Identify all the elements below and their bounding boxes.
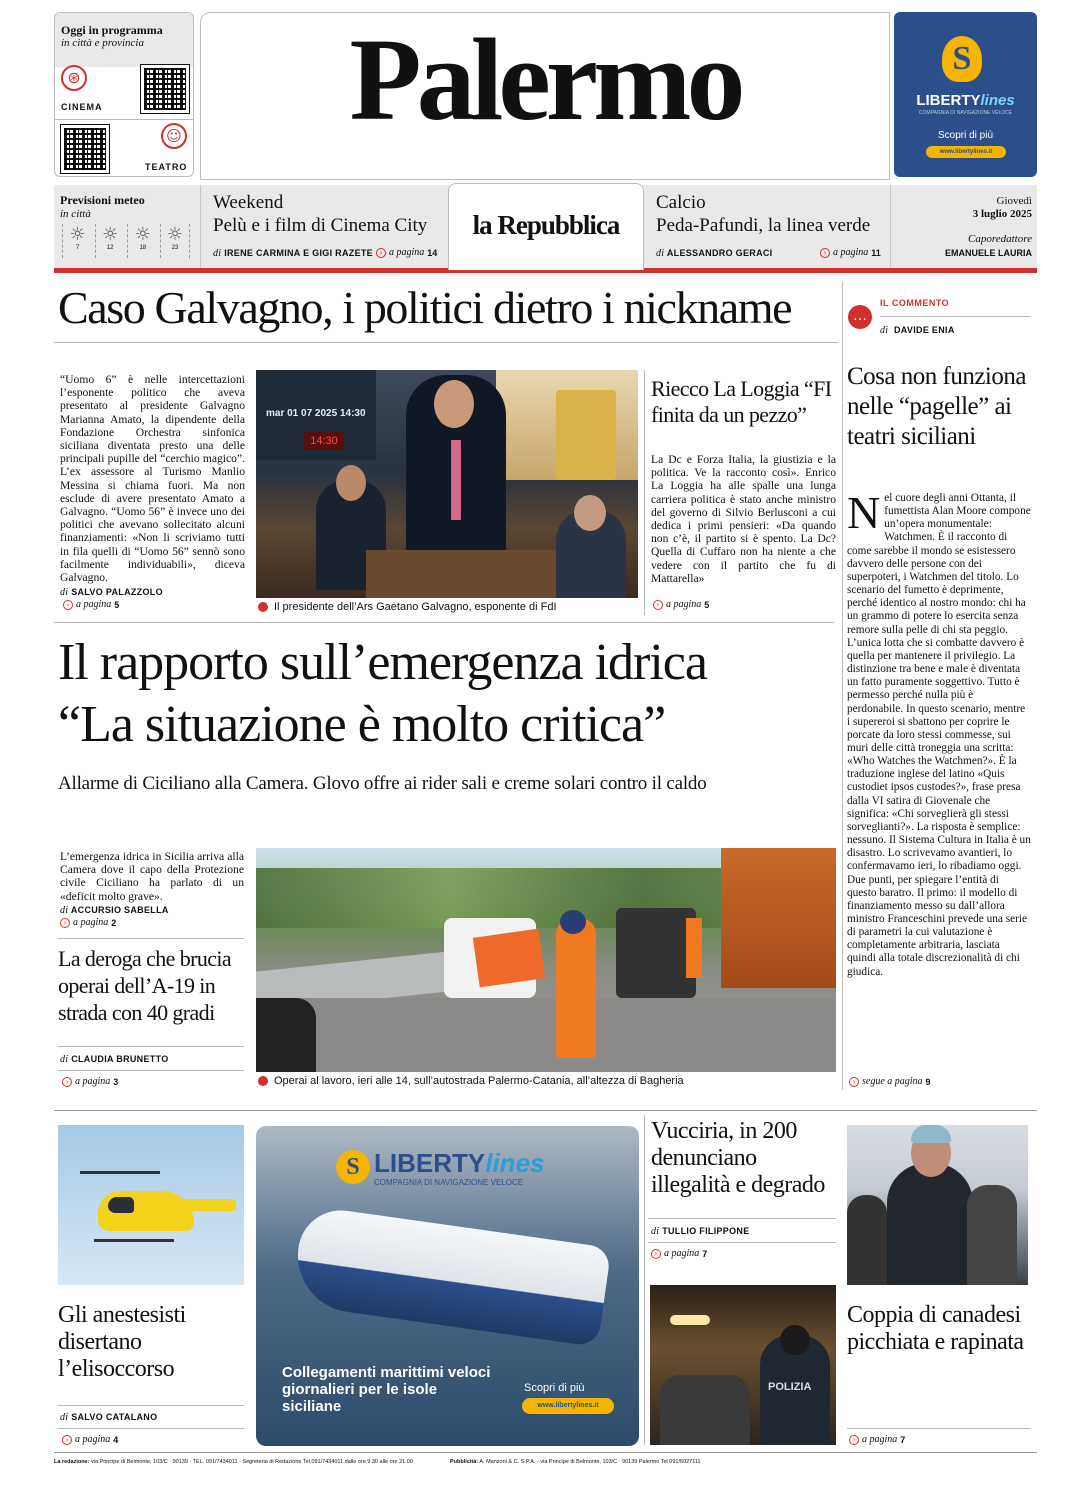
cinema-qr-code[interactable] [141, 65, 189, 113]
canadesi-photo [847, 1125, 1028, 1285]
arrow-right-icon: › [849, 1435, 859, 1445]
calcio-page-ref[interactable]: › a pagina 11 [820, 247, 881, 258]
vucciria-byline: di TULLIO FILIPPONE [651, 1226, 750, 1237]
canadesi-page-ref[interactable]: › a pagina 7 [849, 1434, 905, 1445]
meteo-forecast [62, 224, 190, 258]
arrow-right-icon: › [60, 918, 70, 928]
lead-byline: di SALVO PALAZZOLO [60, 587, 163, 598]
repubblica-logo[interactable]: la Repubblica [472, 210, 620, 240]
vucciria-page-ref[interactable]: › a pagina 7 [651, 1248, 707, 1259]
lead-caption: Il presidente dell’Ars Gaetano Galvagno, esponente di FdI [258, 601, 557, 613]
masthead-title: Palermo [349, 14, 741, 145]
program-subtitle: in città e provincia [61, 37, 144, 49]
arrow-right-icon: › [820, 248, 830, 258]
vucciria-headline[interactable]: Vucciria, in 200 denunciano illegalità e degrado [651, 1118, 825, 1198]
water-headline-line1[interactable]: Il rapporto sull’emergenza idrica [58, 634, 707, 691]
loggia-body: La Dc e Forza Italia, la giustizia e la politica. Ve la racconto così». Enrico La Loggia ha alle spalle una lunga carriera politica è stato anche ministro del governo di Silvio Berlusconi a cui dedica i primi pensieri: «Da quando non c’è, il partito si è spento. La Dc? Quella di Cuffaro non ha niente a che vedere con il partito che fu di Mattarella» [651, 453, 836, 585]
top-advert[interactable] [894, 12, 1037, 177]
photo-display-text: 14:30 [304, 432, 344, 450]
editor-label: Caporedattore [968, 233, 1032, 245]
caption-marker-icon [258, 1076, 268, 1086]
ad-brand2: lines [980, 92, 1015, 109]
program-title: Oggi in programma [61, 23, 163, 37]
ad-cta: Scopri di più [937, 130, 994, 141]
roadworks-photo [256, 848, 836, 1072]
footer-pubblicita: Pubblicità: A. Manzoni & C. S.P.A. · via Principe di Belmonte, 103/C · 90139 Palermo Tel 091/6027111 [450, 1459, 701, 1465]
deroga-page-ref[interactable]: › a pagina 3 [62, 1076, 118, 1087]
ad-bottom-url-button[interactable]: www.libertylines.it [522, 1398, 614, 1414]
vucciria-photo [650, 1285, 836, 1445]
arrow-right-icon: › [653, 600, 663, 610]
lead-body: “Uomo 6” è nelle intercettazioni l’esponente politico che aveva presentato al presidente Galvagno Marianna Amato, la dipendente della Fondazione Orchestra sinfonica siciliana diventata presto una delle principali pupille del “cerchio magico”. L’ex assessore al Turismo Manlio Messina si chiama fuori. Ma non esclude di avere presentato Amato a Galvagno. “Uomo 56” è invece uno dei politici che avevano sollecitato alcuni finanziamenti: «Non li scriviamo tutti in fila quelli di “Uomo 56” sennò sono facilmente individuabili», diceva Galvagno. [60, 373, 245, 585]
weekend-byline: di IRENE CARMINA E GIGI RAZETE [213, 248, 373, 259]
comment-bubble-icon: … [848, 305, 872, 329]
ad-url-button[interactable]: www.libertylines.it [926, 146, 1006, 158]
meteo-subtitle: in città [60, 208, 91, 220]
ad-tagline: COMPAGNIA DI NAVIGAZIONE VELOCE [918, 110, 1013, 116]
arrow-right-icon: › [376, 248, 386, 258]
meteo-title: Previsioni meteo [60, 193, 145, 207]
calcio-kicker: Calcio [656, 192, 706, 213]
photo-clock-text: mar 01 07 2025 14:30 [266, 408, 366, 419]
editor-name: EMANUELE LAURIA [945, 248, 1032, 258]
lead-page-ref[interactable]: › a pagina 5 [63, 599, 119, 610]
heli-byline: di SALVO CATALANO [60, 1412, 158, 1423]
lead-headline[interactable]: Caso Galvagno, i politici dietro i nickname [58, 282, 792, 333]
weather-sun-icon: ☼ 7 [62, 224, 92, 258]
caption-marker-icon [258, 602, 268, 612]
comment-label: IL COMMENTO [880, 298, 950, 308]
loggia-headline[interactable]: Riecco La Loggia “FI finita da un pezzo” [651, 376, 832, 427]
arrow-right-icon: › [849, 1077, 859, 1087]
ad-bottom-brand2: lines [485, 1148, 545, 1178]
ad-bottom-brand: LIBERTY [374, 1148, 486, 1178]
arrow-right-icon: › [63, 600, 73, 610]
comment-byline: di DAVIDE ENIA [880, 325, 955, 336]
water-subhead: Allarme di Ciciliano alla Camera. Glovo offre ai rider sali e creme solari contro il caldo [58, 773, 707, 794]
seahorse-logo-icon: S [336, 1150, 370, 1184]
weekend-kicker: Weekend [213, 192, 284, 213]
issue-date: 3 luglio 2025 [972, 208, 1032, 220]
water-byline: di ACCURSIO SABELLA [60, 905, 169, 916]
weather-sun-icon: ☼ 12 [95, 224, 125, 258]
weather-sun-icon: ☼ 18 [127, 224, 157, 258]
program-box [54, 12, 194, 177]
heli-headline[interactable]: Gli anestesisti disertano l’elisoccorso [58, 1302, 186, 1382]
comment-body: Nel cuore degli anni Ottanta, il fumettista Alan Moore compone un’opera monumentale: Watchmen. È il racconto di come sarebbe il mondo se esistessero davvero delle persone con dei superpoteri, i Watchmen del titolo. Lo scenario del fumetto è deprimente, perché identico al nostro mondo: chi ha un grammo di potere lo esercita senza remore sulla pelle di chi sta peggio. L’unica lotta che si combatte davvero è quella per mantenere il privilegio. La distinzione tra bene e male è diventata un fatto puramente soggettivo. Tutto è permesso perché nulla più è perdonabile. In questo scenario, mentre i supereroi si sbattono per coprire le porcate da loro stessi commesse, sui muri delle città troneggia una scritta: «Who Watches the Watchmen?». È la traduzione inglese del latino «Quis custodiet ipsos custodes?», frase presa dalla VI satira di Giovenale che significa: «Chi sorveglierà gli stessi sorveglianti?». La risposta è semplice: nessuno. Il Sistema Cultura in Italia è un disastro. Lo scrivevamo avantieri, lo confermavamo ieri, lo ribadiamo oggi. Due punti, per spiegare l’entità di questo baratro. Il primo: il modello di finanziamento messo su dall’allora ministro Franceschini prevede una serie di parametri la cui valutazione è completamente arbitraria, lasciata quindi alla totale discrezionalità di chi giudica. [847, 487, 1031, 978]
deroga-headline[interactable]: La deroga che brucia operai dell’A-19 in strada con 40 gradi [58, 946, 232, 1025]
weekend-headline[interactable]: Pelù e i film di Cinema City [213, 215, 428, 236]
teatro-qr-code[interactable] [61, 125, 109, 173]
galvagno-photo [256, 370, 638, 598]
seahorse-logo-icon: S [942, 36, 982, 82]
police-text: POLIZIA [768, 1381, 812, 1393]
heli-page-ref[interactable]: › a pagina 4 [62, 1434, 118, 1445]
bottom-advert[interactable] [256, 1126, 639, 1446]
arrow-right-icon: › [651, 1249, 661, 1259]
issue-day: Giovedì [996, 195, 1032, 207]
ad-bottom-cta: Scopri di più [524, 1382, 585, 1394]
deroga-byline: di CLAUDIA BRUNETTO [60, 1054, 169, 1065]
calcio-byline: di ALESSANDRO GERACI [656, 248, 773, 259]
helicopter-photo [58, 1125, 244, 1285]
comment-headline[interactable]: Cosa non funziona nelle “pagelle” ai teatri siciliani [847, 363, 1026, 450]
footer-redazione: La redazione: via Principe di Belmonte, 103/C · 90139 · TEL. 091/7434011 · Segreteria di Redazione Tel.091/7434011 dalle ore 9.30 alle ore 21.00 [54, 1459, 413, 1465]
canadesi-headline[interactable]: Coppia di canadesi picchiata e rapinata [847, 1302, 1024, 1355]
cinema-label: CINEMA [61, 102, 103, 112]
ad-bottom-text: Collegamenti marittimi veloci giornalieri per le isole siciliane [282, 1364, 491, 1415]
loggia-page-ref[interactable]: › a pagina 5 [653, 599, 709, 610]
arrow-right-icon: › [62, 1435, 72, 1445]
arrow-right-icon: › [62, 1077, 72, 1087]
calcio-headline[interactable]: Peda-Pafundi, la linea verde [656, 215, 871, 236]
film-reel-icon: ⊛ [61, 65, 87, 91]
weather-sun-icon: ☼ 23 [160, 224, 190, 258]
theatre-mask-icon: ☺ [161, 123, 187, 149]
water-caption: Operai al lavoro, ieri alle 14, sull’autostrada Palermo-Catania, all’altezza di Bagheria [258, 1075, 684, 1087]
hydrofoil-ship-icon [291, 1205, 612, 1347]
ad-bottom-tagline: COMPAGNIA DI NAVIGAZIONE VELOCE [374, 1178, 524, 1187]
water-headline-line2[interactable]: “La situazione è molto critica” [58, 696, 666, 753]
ad-brand: LIBERTY [916, 92, 981, 109]
comment-page-ref[interactable]: › segue a pagina 9 [849, 1076, 931, 1087]
water-page-ref[interactable]: › a pagina 2 [60, 917, 116, 928]
teatro-label: TEATRO [145, 162, 188, 172]
comment-dropcap: N [847, 487, 881, 538]
weekend-page-ref[interactable]: › a pagina 14 [376, 247, 437, 258]
water-body: L’emergenza idrica in Sicilia arriva alla Camera dove il capo della Protezione civile Ciciliano ha parlato di un «deficit molto grave». [60, 850, 244, 903]
